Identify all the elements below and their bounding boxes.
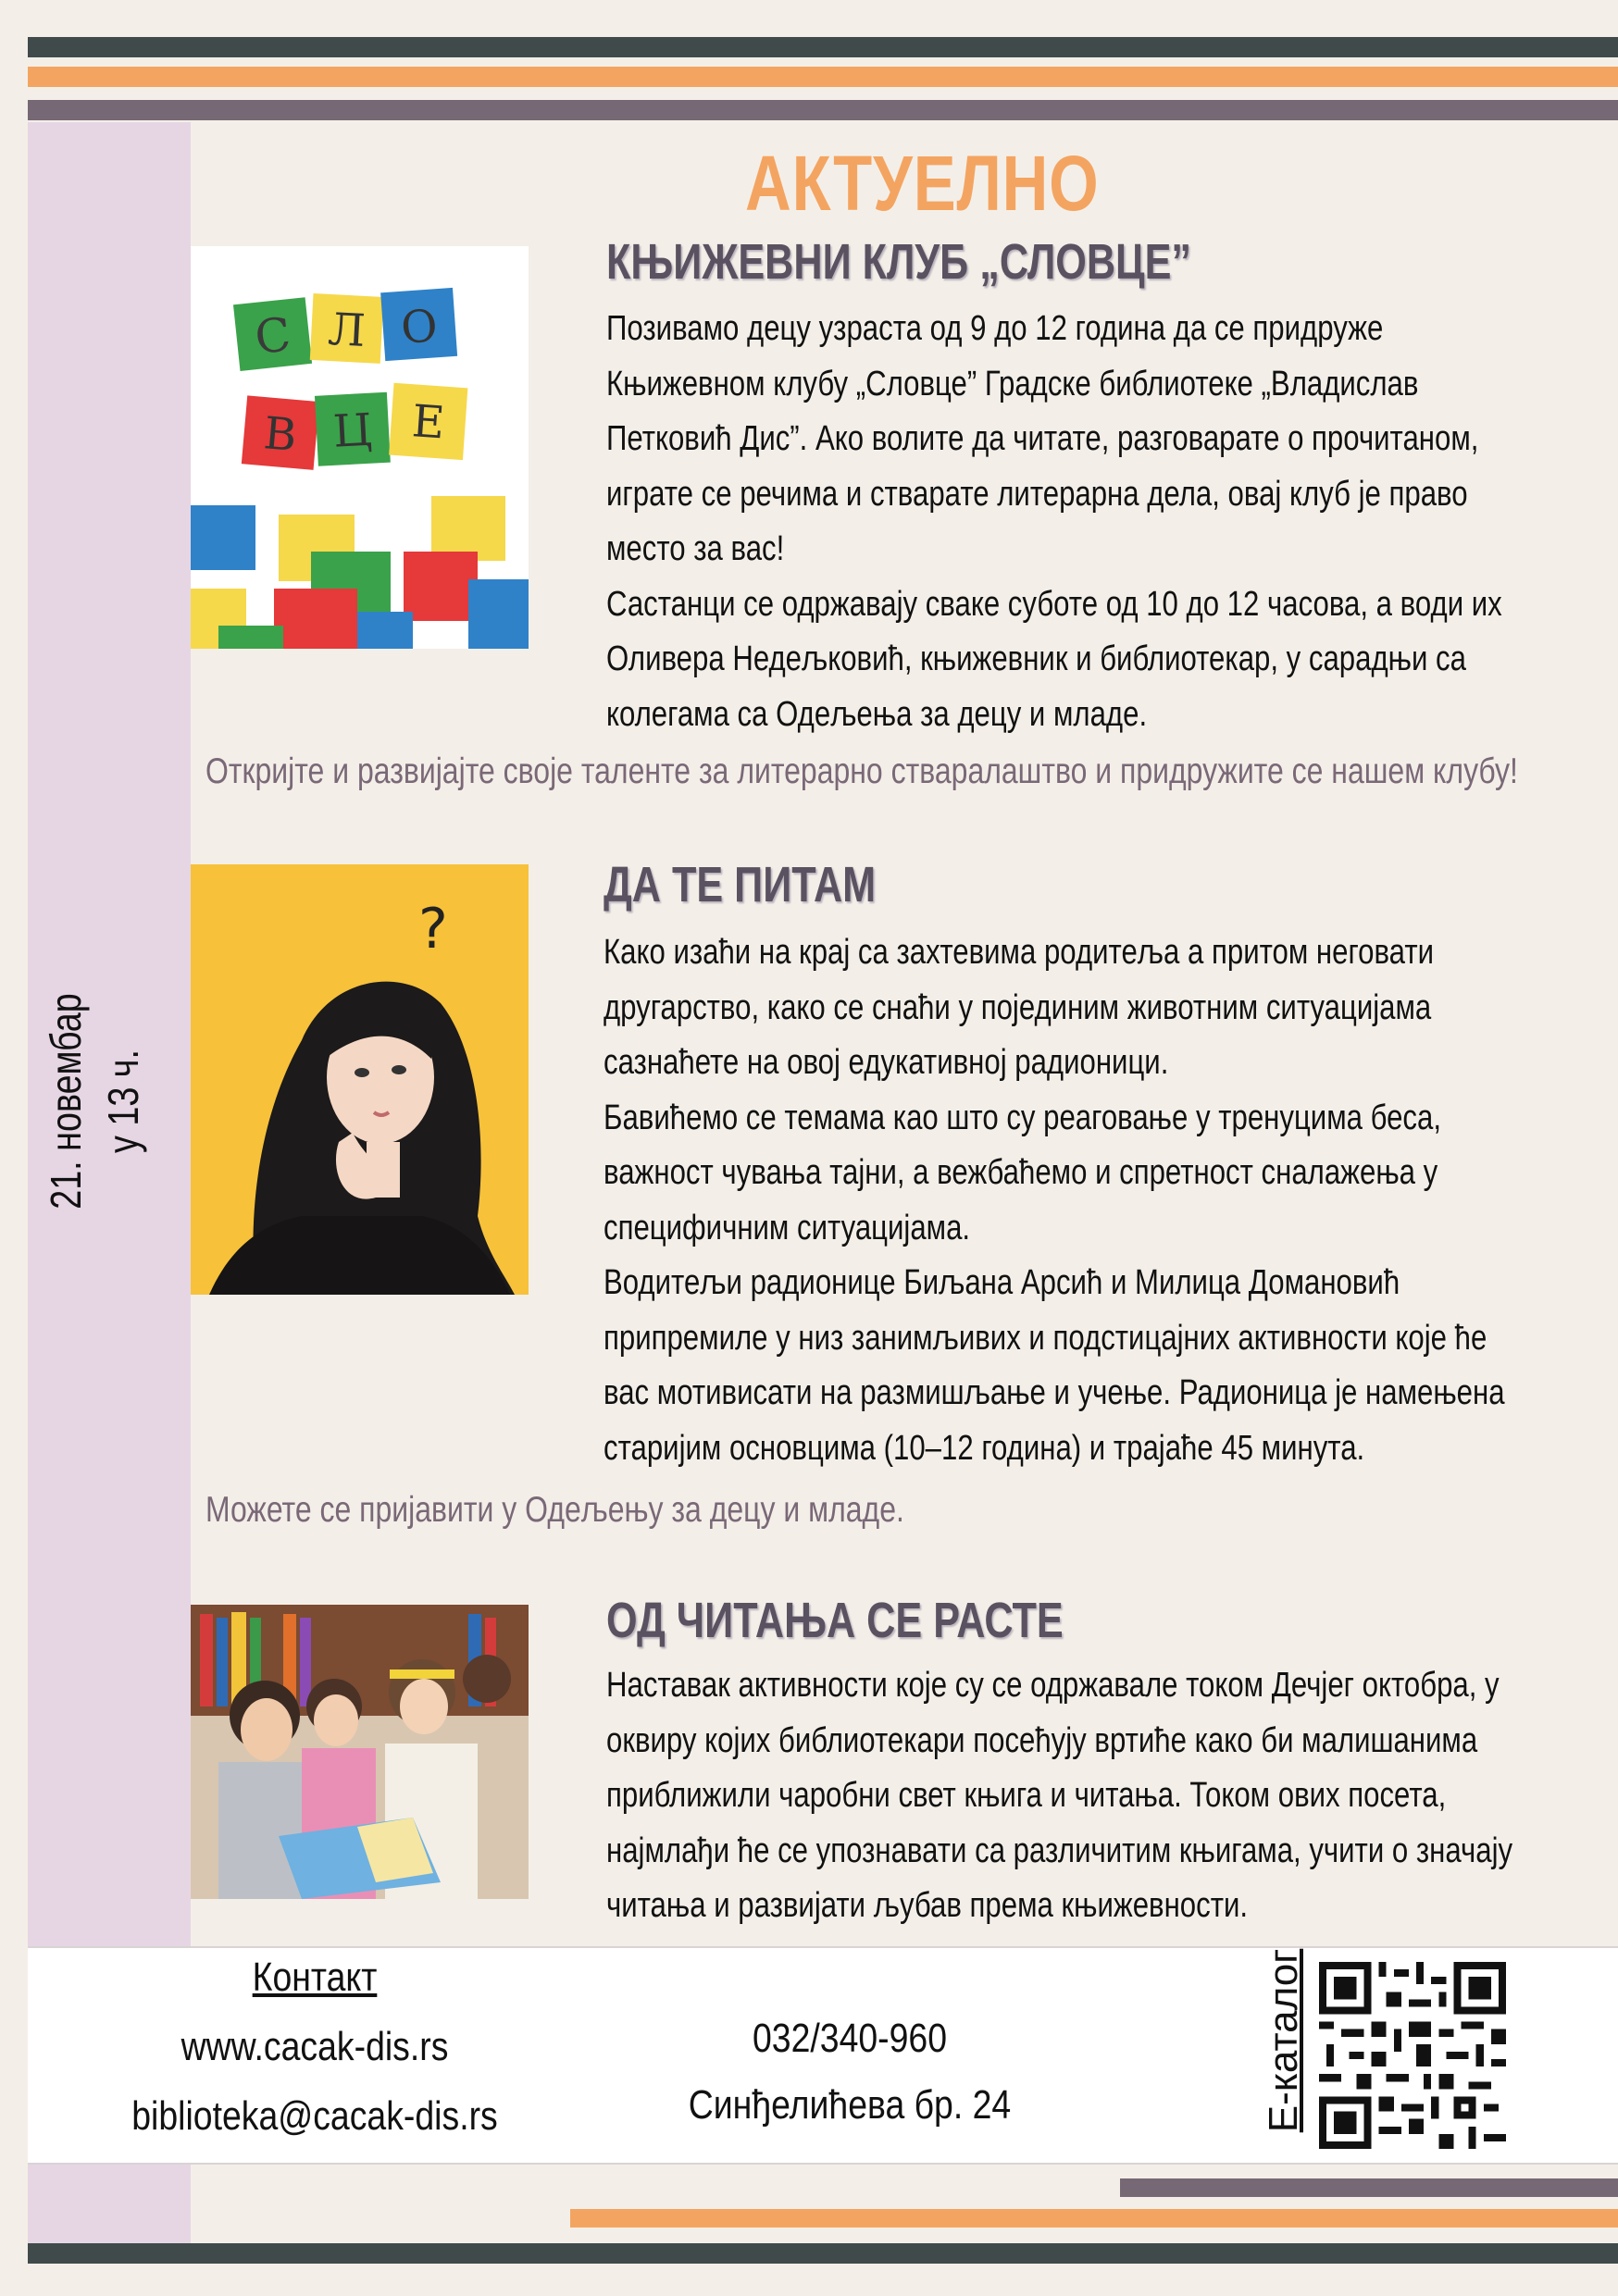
top-dark-bar (28, 37, 1618, 57)
body-line: Бавићемо се темама као што су реаговање у тренуцима беса, (604, 1098, 1441, 1137)
thinking-girl-illustration (191, 864, 529, 1295)
body-line: Књижевном клубу „Словце” Градске библиотеке „Владислав (606, 364, 1419, 403)
body-line: Састанци се одржавају сваке суботе од 10 до 12 часова, а води их (606, 584, 1502, 624)
svg-text:О: О (399, 300, 440, 354)
svg-text:Е: Е (410, 395, 447, 450)
event-date (37, 962, 204, 1240)
body-line: сазнаћете на овој едукативној радионици. (604, 1043, 1169, 1082)
svg-text:С: С (252, 307, 293, 365)
body-line: оквиру којих библиотекари посећују вртиће како би малишанима (606, 1720, 1478, 1760)
body-line: важност чувања тајни, а вежбаћемо и спретност сналажења у (604, 1153, 1438, 1192)
section-title-od-citanja: ОД ЧИТАЊА СЕ РАСТЕ (606, 1593, 1064, 1648)
event-date-day: 21. новембар (42, 993, 90, 1210)
top-orange-bar (28, 67, 1618, 87)
body-line: припремиле у низ занимљивих и подстицајних активности које ће (604, 1318, 1487, 1358)
body-line: вас мотивисати на размишљање и учење. Радионица је намењена (604, 1373, 1505, 1412)
body-line: Наставак активности које су се одржавале током Дечјег октобра, у (606, 1666, 1500, 1705)
body-line: специфичним ситуацијама. (604, 1208, 971, 1247)
page-title: АКТУЕЛНО (745, 140, 1100, 227)
body-line: читања и развијати љубав према књижевности. (606, 1886, 1249, 1925)
section-title-da-te-pitam: ДА ТЕ ПИТАМ (604, 857, 877, 912)
bottom-dark-bar (28, 2243, 1618, 2264)
section-title-slovce: КЊИЖЕВНИ КЛУБ „СЛОВЦЕ” (606, 234, 1192, 290)
body-line: Водитељи радионице Биљана Арсић и Милица Домановић (604, 1263, 1400, 1302)
body-line: колегама са Одељења за децу и младе. (606, 694, 1148, 734)
body-line: најмлађи ће се упознавати са различитим књигама, учити о значају (606, 1831, 1513, 1870)
section-body-da-te-pitam (604, 925, 1505, 1476)
svg-text:?: ? (418, 897, 448, 962)
children-reading-photo (191, 1605, 529, 1899)
body-line: Петковић Дис”. Ако волите да читате, разговарате о прочитаном, (606, 419, 1479, 458)
body-line: играте се речима и стварате литерарна дела, овај клуб је право (606, 474, 1468, 514)
svg-text:В: В (261, 407, 299, 463)
contact-label: Контакт (252, 1955, 378, 2000)
bottom-orange-bar (570, 2209, 1618, 2228)
body-line: приближили чаробни свет књига и читања. Током ових посета, (606, 1776, 1447, 1815)
section-body-od-citanja (606, 1658, 1512, 1934)
email-link[interactable]: biblioteka@cacak-dis.rs (131, 2093, 498, 2139)
svg-text:Л: Л (327, 303, 367, 357)
body-line: Оливера Недељковић, књижевник и библиотекар, у сарадњи са (606, 639, 1466, 678)
address: Синђелићева бр. 24 (688, 2082, 1012, 2128)
bottom-purple-bar (1120, 2178, 1618, 2197)
event-date-time: у 13 ч. (99, 1049, 147, 1153)
body-line: другарство, како се снаћи у појединим животним ситуацијама (604, 987, 1432, 1027)
colorful-letter-blocks-image (191, 246, 529, 649)
qr-code[interactable] (1319, 1962, 1506, 2149)
section-note-da-te-pitam: Можете се пријавити у Одељењу за децу и младе. (205, 1490, 904, 1530)
website-link[interactable]: www.cacak-dis.rs (180, 2024, 449, 2069)
body-line: старијим основцима (10–12 година) и трајаће 45 минута. (604, 1428, 1365, 1468)
section-note-slovce: Откријте и развијајте своје таленте за литерарно стваралаштво и придружите се нашем клубу! (205, 751, 1518, 791)
phone-number: 032/340-960 (752, 2016, 948, 2061)
top-purple-bar (28, 100, 1618, 120)
section-body-slovce (606, 302, 1502, 742)
body-line: Како изаћи на крај са захтевима родитеља а притом неговати (604, 933, 1435, 972)
body-line: место за вас! (606, 529, 785, 568)
e-catalog-label[interactable]: Е-каталог (1261, 1948, 1306, 2133)
body-line: Позивамо децу узраста од 9 до 12 година да се придруже (606, 309, 1384, 348)
svg-text:Ц: Ц (331, 403, 374, 458)
